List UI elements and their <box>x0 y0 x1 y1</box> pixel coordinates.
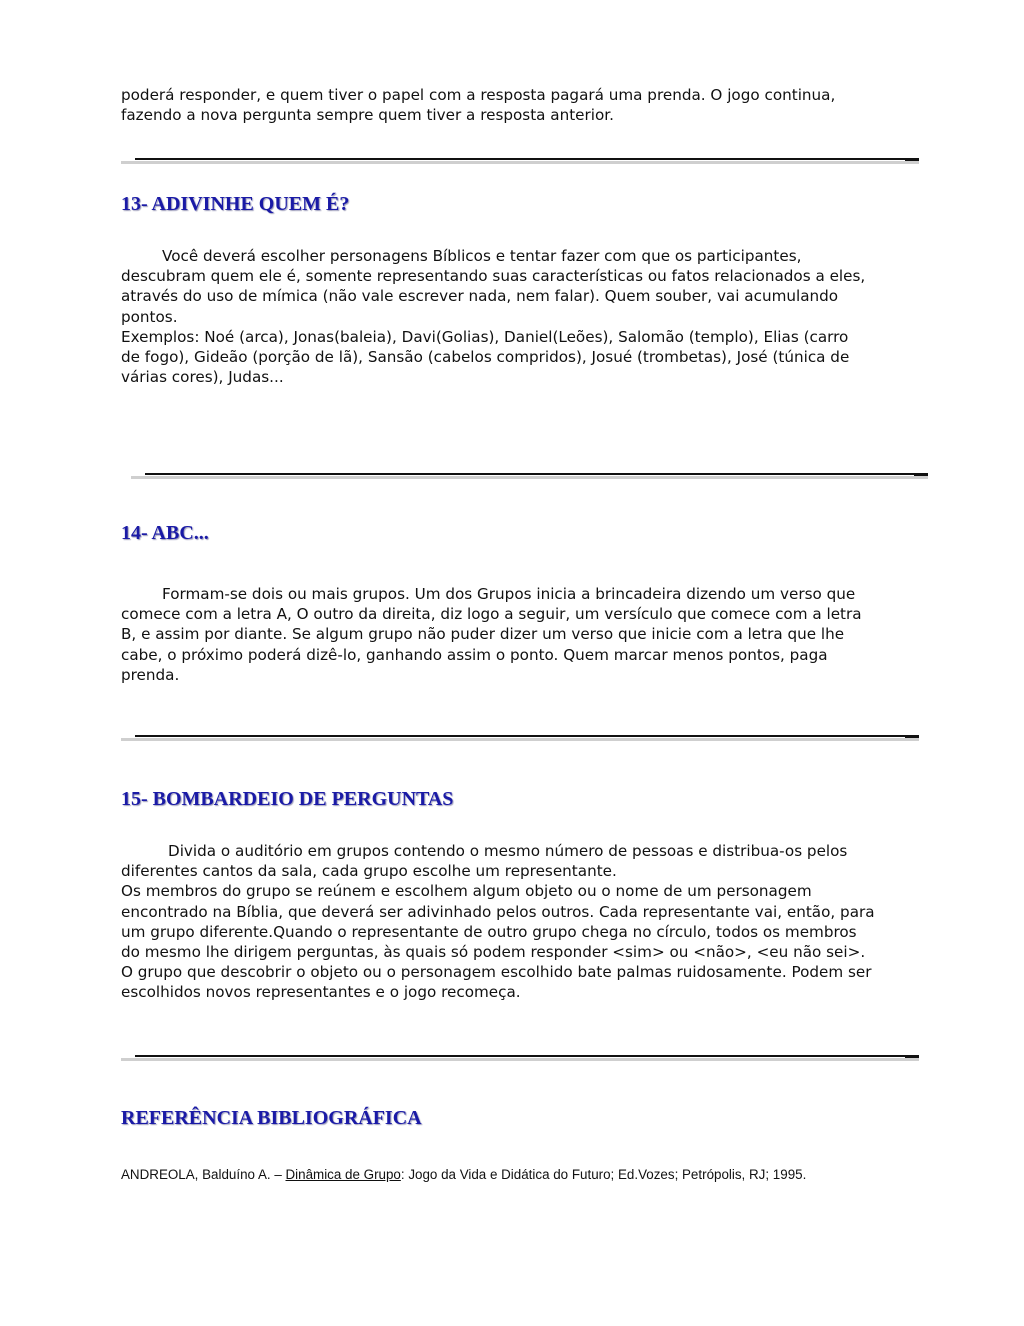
section-divider <box>121 1055 919 1061</box>
section-13-line: descubram quem ele é, somente representando suas características ou fatos relacionados a eles, <box>121 267 866 286</box>
intro-line: fazendo a nova pergunta sempre quem tiver a resposta anterior. <box>121 106 614 125</box>
section-13-line: pontos. <box>121 307 178 326</box>
reference-entry <box>121 1167 806 1182</box>
section-14-line: prenda. <box>121 665 180 684</box>
reference-details: : Jogo da Vida e Didática do Futuro; Ed.Vozes; Petrópolis, RJ; 1995. <box>400 1167 807 1182</box>
section-14-line: comece com a letra A, O outro da direita, diz logo a seguir, um versículo que comece com a letra <box>121 605 862 624</box>
reference-book-title: Dinâmica de Grupo <box>285 1167 401 1182</box>
references-title: REFERÊNCIA BIBLIOGRÁFICA <box>121 1107 422 1129</box>
section-13-line: Você deverá escolher personagens Bíblicos e tentar fazer com que os participantes, <box>162 247 802 265</box>
section-15-line: encontrado na Bíblia, que deverá ser adivinhado pelos outros. Cada representante vai, então, para <box>121 902 875 921</box>
section-13-line: através do uso de mímica (não vale escrever nada, nem falar). Quem souber, vai acumulando <box>121 287 839 306</box>
section-13-line: Exemplos: Noé (arca), Jonas(baleia), Davi(Golias), Daniel(Leões), Salomão (templo), Elias (carro <box>121 327 849 346</box>
reference-author: ANDREOLA, Balduíno A. – <box>121 1167 286 1182</box>
section-15-line: Divida o auditório em grupos contendo o mesmo número de pessoas e distribua-os pelos <box>168 842 848 860</box>
section-15-line: diferentes cantos da sala, cada grupo escolhe um representante. <box>121 862 617 881</box>
section-15-line: escolhidos novos representantes e o jogo recomeça. <box>121 983 521 1002</box>
intro-paragraph <box>121 85 961 125</box>
section-15-line: Os membros do grupo se reúnem e escolhem algum objeto ou o nome de um personagem <box>121 882 812 901</box>
section-divider <box>121 158 919 164</box>
section-15-line: um grupo diferente.Quando o representante de outro grupo chega no círculo, todos os membros <box>121 922 857 941</box>
section-15-line: do mesmo lhe dirigem perguntas, às quais só podem responder <sim> ou <não>, <eu não sei>. <box>121 943 866 962</box>
section-15-title: 15- BOMBARDEIO DE PERGUNTAS <box>121 788 454 810</box>
section-13-title: 13- ADIVINHE QUEM É? <box>121 193 350 215</box>
section-15-body <box>121 841 961 1003</box>
section-14-body <box>121 584 961 685</box>
section-13-body <box>121 246 961 387</box>
section-13-line: de fogo), Gideão (porção de lã), Sansão (cabelos compridos), Josué (trombetas), José (túnica de <box>121 348 850 367</box>
section-divider <box>121 735 919 741</box>
section-14-line: cabe, o próximo poderá dizê-lo, ganhando assim o ponto. Quem marcar menos pontos, paga <box>121 645 828 664</box>
section-15-line: O grupo que descobrir o objeto ou o personagem escolhido bate palmas ruidosamente. Podem ser <box>121 963 872 982</box>
section-14-line: B, e assim por diante. Se algum grupo não puder dizer um verso que inicie com a letra que lhe <box>121 625 845 644</box>
section-14-line: Formam-se dois ou mais grupos. Um dos Grupos inicia a brincadeira dizendo um verso que <box>162 585 856 603</box>
section-14-title: 14- ABC... <box>121 522 209 544</box>
section-13-line: várias cores), Judas... <box>121 368 284 387</box>
section-divider <box>131 473 928 479</box>
intro-line: poderá responder, e quem tiver o papel com a resposta pagará uma prenda. O jogo continua, <box>121 86 836 104</box>
